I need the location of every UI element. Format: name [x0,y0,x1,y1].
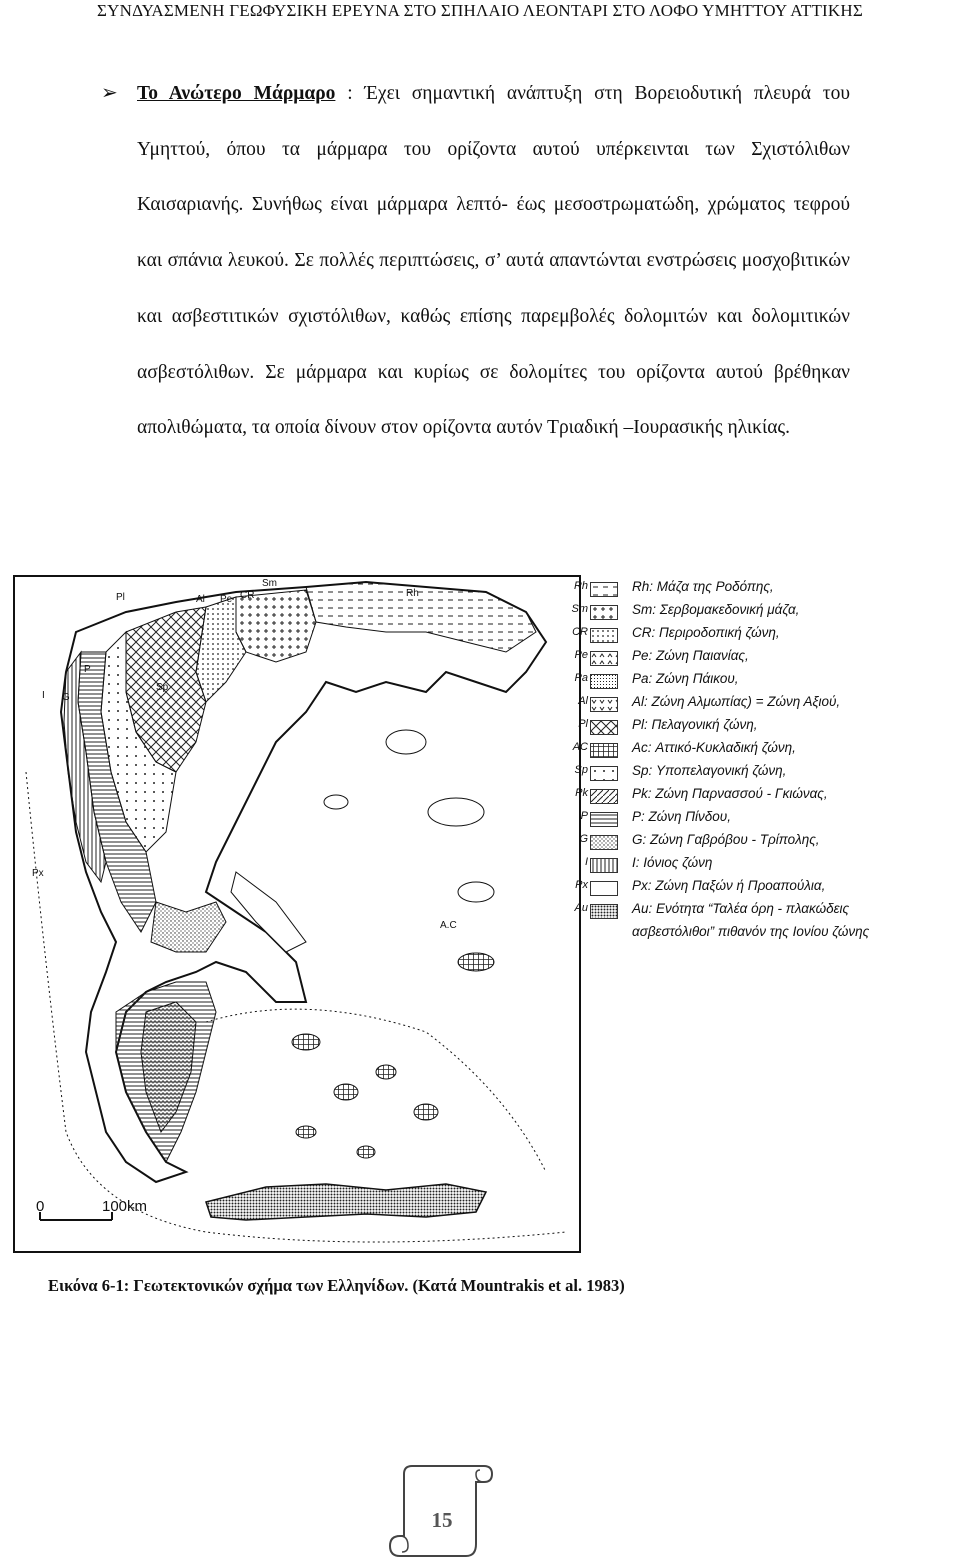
legend-code: Rh [573,580,588,592]
map-label-px: Px [32,868,44,879]
map-label-rh: Rh [406,588,419,599]
arrow-bullet-icon: ➢ [101,82,118,104]
map-label-sp: Sp [156,682,169,693]
map-label-p: P [84,664,91,675]
legend-item [562,578,960,600]
legend-item [562,670,960,692]
legend-swatch [590,743,618,758]
legend-code: Px [575,879,588,891]
legend-swatch [590,766,618,781]
legend-swatch [590,628,618,643]
legend-code: G [579,833,588,845]
legend-code: Al [578,695,588,707]
legend-item [562,647,960,669]
page-number: 15 [431,1508,453,1532]
legend-code: I [584,856,588,868]
scale-label-zero: 0 [36,1198,45,1215]
legend-text: Ac: Αττικό-Κυκλαδική ζώνη, [632,740,796,755]
legend-swatch [590,651,618,666]
legend-code: Pl [578,718,588,730]
legend-text: Pk: Ζώνη Παρνασσού - Γκιώνας, [632,786,828,801]
map-label-g: G [62,692,70,703]
legend-text: G: Ζώνη Γαβρόβου - Τρίπολης, [632,832,820,847]
map-label-sm: Sm [262,578,277,589]
legend-item [562,785,960,807]
legend-swatch [590,858,618,873]
legend-code: Sp [574,764,588,776]
legend-text: Pe: Ζώνη Παιανίας, [632,648,749,663]
map-label-al: Al [196,594,205,605]
paragraph-text: : Έχει σημαντική ανάπτυξη στη Βορειοδυτική πλευρά του Υμηττού, όπου τα μάρμαρα του ορίζοντα αυτού υπέρκεινται των Σχιστόλιθων Καισαριανής. Συνήθως είναι μάρμαρα λεπτό- έως μεσοστρωματώδη, χρώματος τεφρού και σπάνια λευκού. Σε πολλές περιπτώσεις, σ’ αυτά απαντώνται ενστρώσεις μοσχοβιτικών και ασβεστιτικών σχιστόλιθων, καθώς επίσης παρεμβολές δολομιτών και δολομιτικών ασβεστόλιθων. Σε μάρμαρα και κυρίως σε δολομίτες του ορίζοντα αυτού βρέθηκαν απολιθώματα, τα οποία δίνουν στον ορίζοντα αυτόν Τριαδική –Ιουρασικής ηλικίας. [137,83,850,439]
legend-swatch [590,720,618,735]
legend-swatch [590,605,618,620]
legend-text: Au: Ενότητα “Ταλέα όρη - πλακώδεις [632,901,850,916]
legend-item [562,601,960,623]
legend-text: Pa: Ζώνη Πάικου, [632,671,739,686]
legend-swatch [590,835,618,850]
legend-swatch [590,881,618,896]
running-header: ΣΥΝΔΥΑΣΜΕΝΗ ΓΕΩΦΥΣΙΚΗ ΕΡΕΥΝΑ ΣΤΟ ΣΠΗΛΑΙΟ ΛΕΟΝΤΑΡΙ ΣΤΟ ΛΟΦΟ ΥΜΗΤΤΟΥ ΑΤΤΙΚΗΣ [97,1,863,20]
legend-swatch [590,812,618,827]
legend-item [562,624,960,646]
legend-code: AC [572,741,588,753]
paragraph-term: Το Ανώτερο Μάρμαρο [137,83,336,104]
map-label-i: I [42,690,45,701]
legend-item [562,831,960,853]
legend-code: Sm [571,603,588,615]
legend-code: Pk [575,787,588,799]
legend-swatch [590,674,618,689]
map-label-cr: CR [240,590,255,601]
legend-item [562,739,960,761]
legend-text: Pl: Πελαγονική ζώνη, [632,717,758,732]
legend-text: CR: Περιροδοπική ζώνη, [632,625,780,640]
legend-text: Al: Ζώνη Αλμωπίας) = Ζώνη Αξιού, [632,694,841,709]
legend-code: Pa [574,672,588,684]
map-label-ac: A.C [440,920,457,931]
legend-swatch [590,697,618,712]
legend-swatch [590,582,618,597]
legend-item [562,877,960,899]
legend-text: Sp: Υποπελαγονική ζώνη, [632,763,787,778]
geotectonic-map-figure [6,572,959,1262]
legend-item [562,854,960,876]
legend-item [562,900,960,948]
scale-label-distance: 100km [102,1198,148,1215]
legend-text-continued: ασβεστόλιθοι” πιθανόν της Ιονίου ζώνης [632,924,870,939]
legend-code: Pe [574,649,588,661]
body-paragraph [101,66,850,456]
legend-code: CR [572,626,588,638]
legend-text: I: Ιόνιος ζώνη [632,855,713,870]
legend-code: P [580,810,588,822]
legend-item [562,693,960,715]
figure-caption: Εικόνα 6-1: Γεωτεκτονικών σχήμα των Ελληνίδων. (Κατά Mountrakis et al. 1983) [48,1276,625,1295]
legend-item [562,808,960,830]
legend-item [562,762,960,784]
legend-item [562,716,960,738]
legend-code: Au [574,902,588,914]
legend-text: Px: Ζώνη Παξών ή Προαπούλια, [632,878,826,893]
legend-swatch [590,789,618,804]
legend-text: Rh: Μάζα της Ροδόπης, [632,579,774,594]
map-label-pe: Pe [220,594,233,605]
legend-text: P: Ζώνη Πίνδου, [632,809,731,824]
legend-swatch [590,904,618,919]
legend-text: Sm: Σερβομακεδονική μάζα, [632,602,800,617]
map-label-pl: Pl [116,592,125,603]
